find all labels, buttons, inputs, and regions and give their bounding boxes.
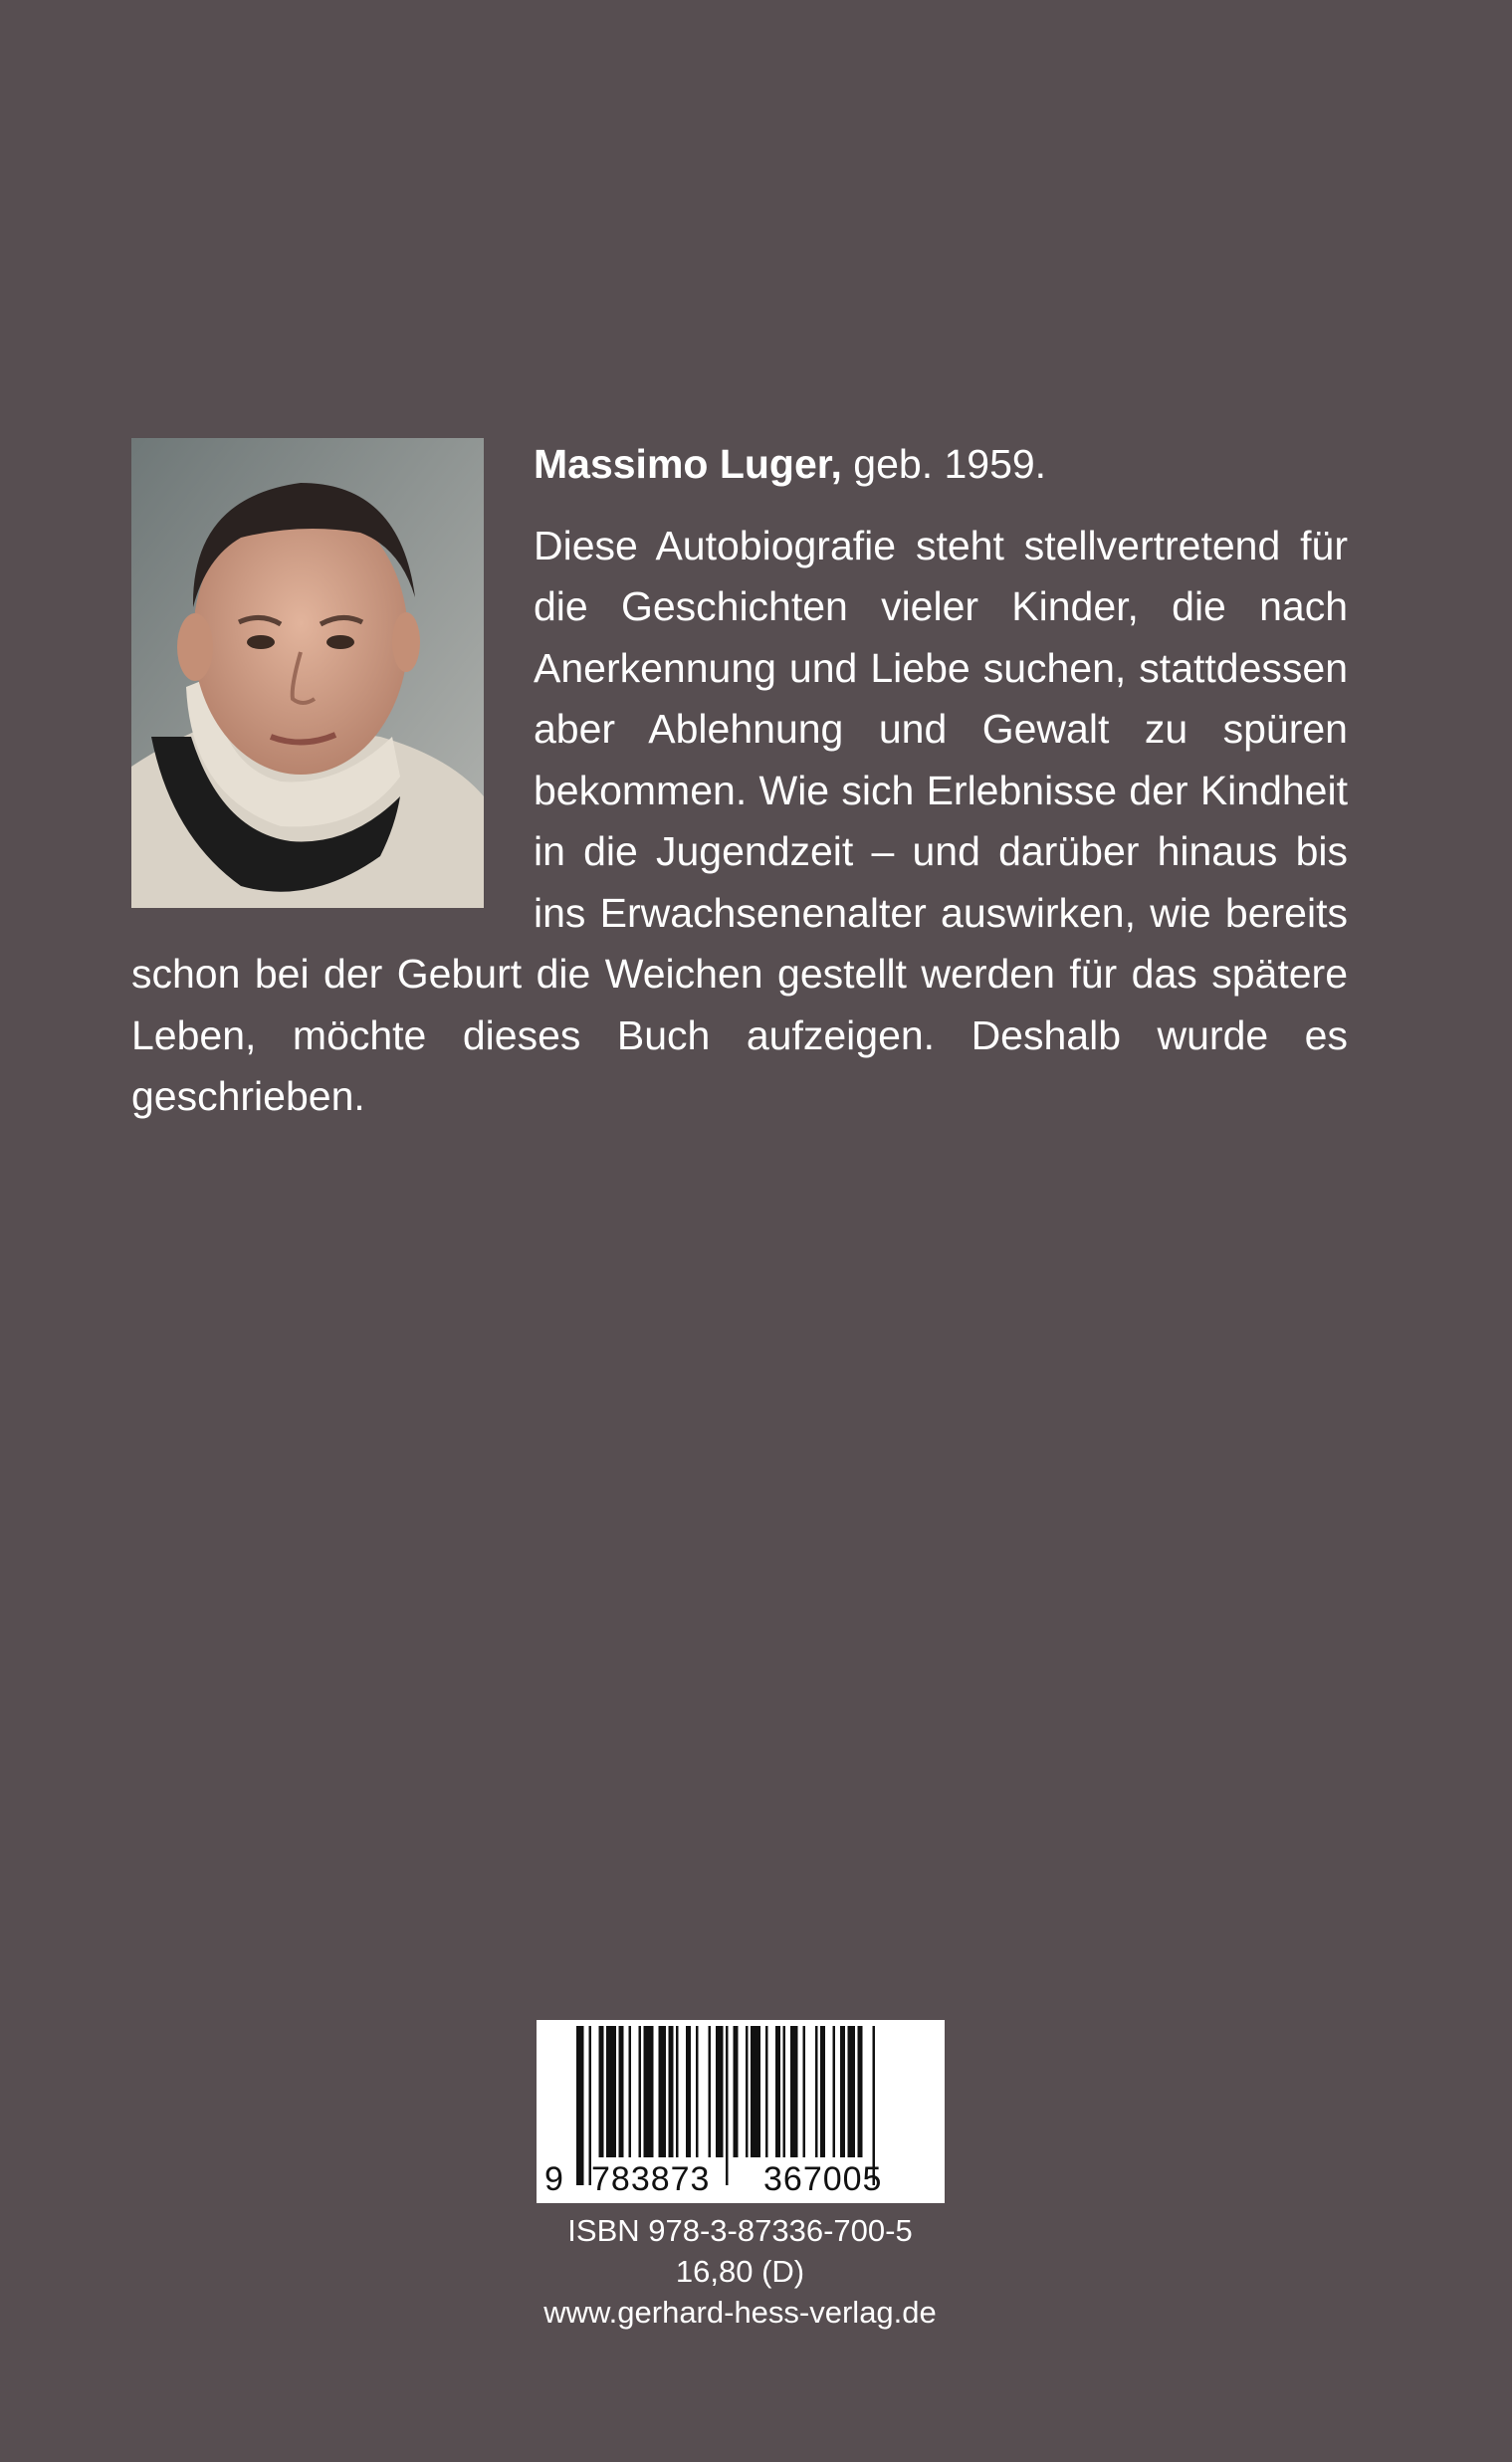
barcode-bar <box>751 2026 760 2157</box>
barcode-bar <box>686 2026 691 2157</box>
barcode-bar <box>858 2026 863 2157</box>
barcode-bar <box>815 2026 818 2157</box>
barcode-bar <box>669 2026 674 2157</box>
barcode-bar <box>790 2026 798 2157</box>
barcode-bar <box>746 2026 749 2157</box>
price-text: 16,80 (D) <box>675 2254 805 2289</box>
website-text: www.gerhard-hess-verlag.de <box>543 2295 937 2330</box>
barcode-bar <box>599 2026 604 2157</box>
barcode-bar <box>716 2026 724 2157</box>
author-photo <box>131 438 484 908</box>
barcode-right-group: 367005 <box>763 2160 883 2198</box>
barcode-bar <box>783 2026 786 2157</box>
author-birth: geb. 1959. <box>853 441 1047 487</box>
barcode-left-group: 783873 <box>591 2160 711 2198</box>
barcode-bar <box>820 2026 825 2157</box>
barcode-bar <box>840 2026 845 2157</box>
barcode-bar <box>619 2026 624 2157</box>
barcode-bar <box>629 2026 632 2157</box>
barcode-bar <box>803 2026 806 2157</box>
blurb-text: Diese Autobiografie steht stellvertretend für die Geschichten vieler Kinder, die nach Anerkennung und Liebe suchen, stattdessen aber Ablehnung und Gewalt zu spüren bekommen. Wie sich Erlebnisse der Kindheit in die Jugendzeit – und darüber hinaus bis ins Erwachsenenalter auswirken, wie bereits schon bei der Geburt die Weichen gestellt werden für das spätere Leben, möchte dieses Buch aufzeigen. Deshalb wurde es geschrieben. <box>131 522 1348 1119</box>
barcode-bar <box>848 2026 856 2157</box>
author-section <box>131 434 1348 1128</box>
barcode-bar <box>676 2026 679 2157</box>
barcode-bar <box>639 2026 642 2157</box>
barcode-first-digit: 9 <box>544 2160 563 2198</box>
barcode-bar <box>606 2026 616 2157</box>
author-portrait-image <box>131 438 484 908</box>
publication-info <box>458 2210 1022 2333</box>
barcode-bar <box>734 2026 739 2157</box>
barcode-digits <box>537 2159 945 2199</box>
author-name: Massimo Luger, <box>534 441 842 487</box>
barcode-bar <box>833 2026 836 2157</box>
barcode-bar <box>709 2026 712 2157</box>
barcode-bar <box>696 2026 699 2157</box>
isbn-text: ISBN 978-3-87336-700-5 <box>567 2213 913 2248</box>
barcode-bar <box>765 2026 768 2157</box>
barcode-bar <box>775 2026 780 2157</box>
isbn-barcode <box>537 2020 945 2203</box>
barcode-bar <box>659 2026 667 2157</box>
barcode-bar <box>644 2026 654 2157</box>
